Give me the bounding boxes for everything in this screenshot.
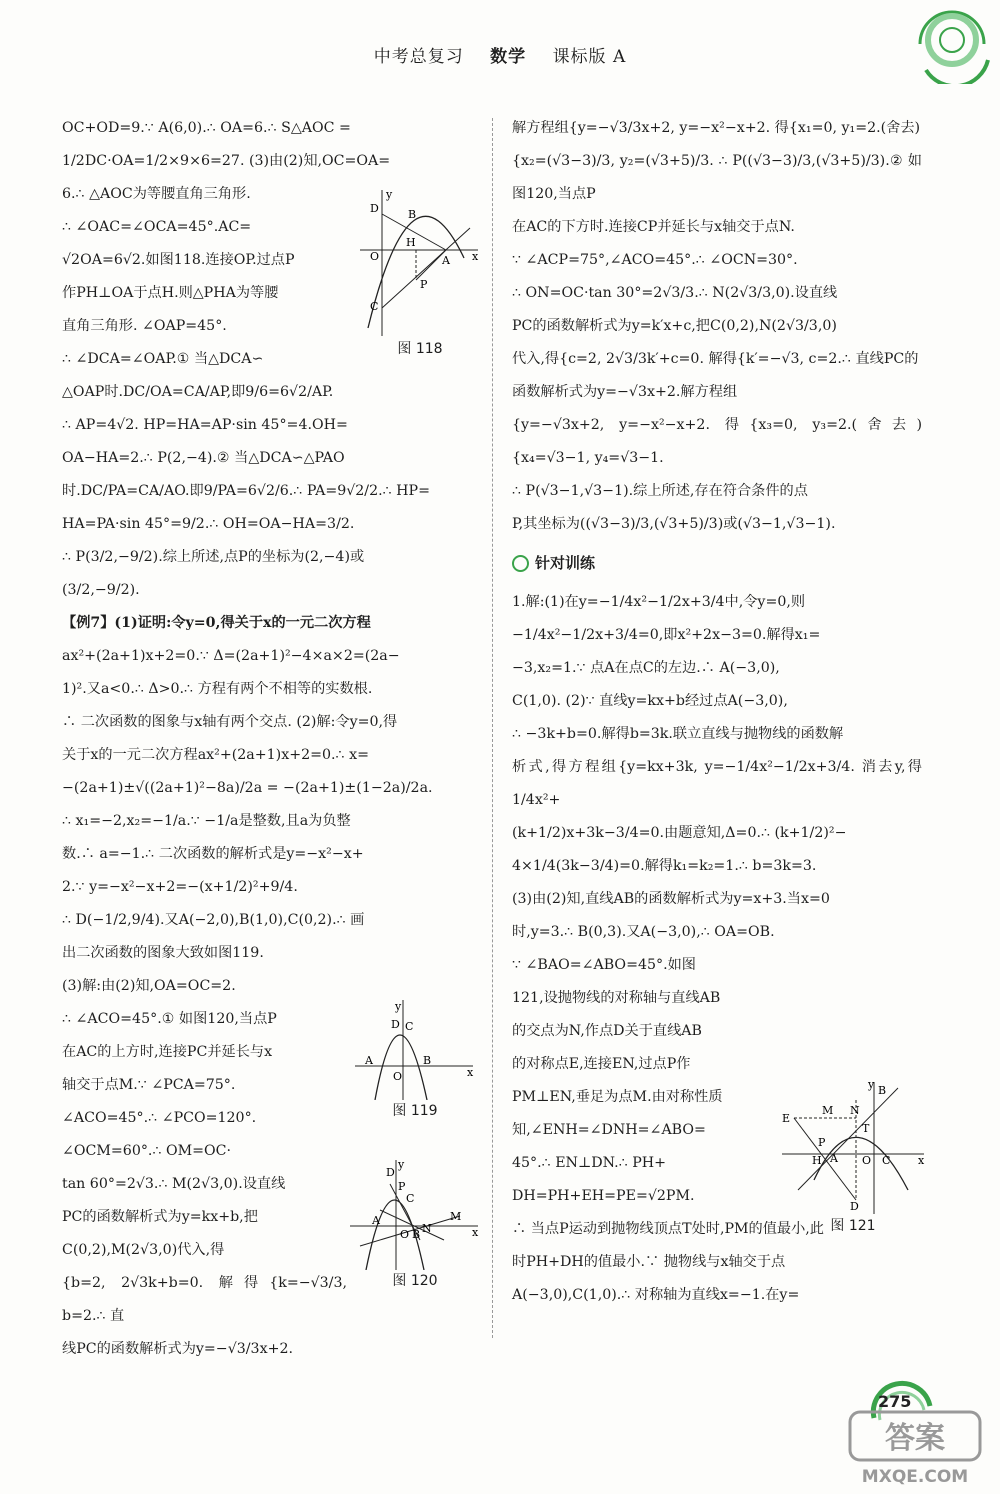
text-line: ∵ ∠BAO=∠ABO=45°.如图 (512, 957, 696, 973)
parabola-figure-120 (350, 1160, 480, 1270)
text-line: 的对称点E,连接EN,过点P作 (512, 1056, 691, 1072)
svg-text:B: B (412, 1228, 421, 1241)
text-line: 在AC的下方时.连接CP并延长与x轴交于点N. (512, 219, 795, 235)
text-line: 出二次函数的图象大致如图119. (62, 945, 264, 961)
text-line: (3)由(2)知,直线AB的函数解析式为y=x+3.当x=0 (512, 891, 830, 907)
svg-text:O: O (400, 1228, 410, 1241)
header-edition: 课标版 A (552, 47, 627, 67)
text-line: ∴ ∠ACO=45°.① 如图120,当点P (62, 1011, 277, 1027)
header-series: 中考总复习 (373, 47, 464, 67)
svg-text:B: B (423, 1054, 432, 1067)
text-line: {b=2, 2√3k+b=0. 解得{k=−√3/3, b=2.∴ 直 (62, 1275, 347, 1324)
svg-text:y: y (398, 1160, 405, 1171)
svg-text:B: B (408, 208, 417, 221)
text-line: {y=−√3x+2, y=−x²−x+2. 得{x₃=0, y₃=2.(舍去) {x₄=√3−1, y₄=√3−1. (512, 417, 922, 466)
text-line: DH=PH+EH=PE=√2PM. (512, 1188, 695, 1204)
text-line: 4×1/4(3k−3/4)=0.解得k₁=k₂=1.∴ b=3k=3. (512, 858, 817, 874)
svg-text:D: D (391, 1018, 400, 1031)
text-line: ∴ ON=OC·tan 30°=2√3/3.∴ N(2√3/3,0).设直线 (512, 285, 838, 301)
text-line: (k+1/2)x+3k−3/4=0.由题意知,Δ=0.∴ (k+1/2)²− (512, 825, 847, 841)
header-subject: 数学 (490, 47, 527, 67)
text-line: −(2a+1)±√((2a+1)²−8a)/2a = −(2a+1)±(1−2a)/2a. (62, 780, 433, 796)
figure-118 (360, 188, 480, 358)
text-line: ∴ −3k+b=0.解得b=3k.联立直线与抛物线的函数解 (512, 726, 844, 742)
figure-118-caption: 图 118 (397, 341, 443, 357)
svg-text:O: O (862, 1154, 872, 1167)
text-line: −3,x₂=1.∵ 点A在点C的左边.∴ A(−3,0), (512, 660, 780, 676)
text-line: −1/4x²−1/2x+3/4=0,即x²+2x−3=0.解得x₁= (512, 627, 821, 643)
text-line: OC+OD=9.∵ A(6,0).∴ OA=6.∴ S△AOC = (62, 120, 351, 136)
svg-text:P: P (398, 1180, 406, 1193)
text-line: 解方程组{y=−√3/3x+2, y=−x²−x+2. 得{x₁=0, y₁=2.(舍去) (512, 120, 921, 136)
text-line: C(1,0). (2)∵ 直线y=kx+b经过点A(−3,0), (512, 693, 788, 709)
svg-text:D: D (850, 1200, 859, 1213)
svg-text:x: x (472, 1226, 479, 1239)
text-line: 线PC的函数解析式为y=−√3/3x+2. (62, 1341, 293, 1357)
svg-text:E: E (782, 1112, 791, 1125)
svg-text:H: H (812, 1154, 822, 1167)
svg-text:O: O (393, 1070, 403, 1083)
text-line: {x₂=(√3−3)/3, y₂=(√3+5)/3. ∴ P((√3−3)/3,(√3+5)/3).② 如图120,当点P (512, 153, 922, 202)
text-line: 2.∵ y=−x²−x+2=−(x+1/2)²+9/4. (62, 879, 298, 895)
text-line: 1)².又a<0.∴ Δ>0.∴ 方程有两个不相等的实数根. (62, 681, 373, 697)
text-line: ∴ P(√3−1,√3−1).综上所述,存在符合条件的点 (512, 483, 808, 499)
svg-text:H: H (406, 236, 416, 249)
svg-text:N: N (422, 1222, 432, 1235)
section-title: 针对训练 (535, 554, 596, 572)
text-line: 函数解析式为y=−√3x+2.解方程组 (512, 384, 738, 400)
svg-text:C: C (882, 1154, 891, 1167)
svg-text:P: P (818, 1136, 826, 1149)
circle-bullet-icon (512, 555, 529, 572)
svg-text:C: C (370, 300, 379, 313)
svg-text:x: x (472, 250, 479, 263)
text-line: 的交点为N,作点D关于直线AB (512, 1023, 702, 1039)
text-line: ∵ ∠ACP=75°,∠ACO=45°.∴ ∠OCN=30°. (512, 252, 798, 268)
svg-text:x: x (918, 1154, 925, 1167)
text-line: 知,∠ENH=∠DNH=∠ABO= (512, 1122, 706, 1138)
section-heading (512, 547, 922, 580)
text-line: 6.∴ △AOC为等腰直角三角形. (62, 186, 251, 202)
svg-text:y: y (868, 1080, 875, 1091)
text-line: ∴ ∠DCA=∠OAP.① 当△DCA∽ (62, 351, 264, 367)
text-line: ∴ ∠OAC=∠OCA=45°.AC= (62, 219, 252, 235)
watermark-logo (840, 1398, 990, 1490)
svg-text:y: y (386, 188, 393, 201)
text-line: PM⊥EN,垂足为点M.由对称性质 (512, 1089, 723, 1105)
text-line: 121,设抛物线的对称轴与直线AB (512, 990, 721, 1006)
text-line: 1.解:(1)在y=−1/4x²−1/2x+3/4中,令y=0,则 (512, 594, 806, 610)
text-line: 1/2DC·OA=1/2×9×6=27. (3)由(2)知,OC=OA= (62, 153, 391, 169)
svg-text:A: A (372, 1214, 380, 1227)
text-line: (3/2,−9/2). (62, 582, 140, 598)
text-line: HA=PA·sin 45°=9/2.∴ OH=OA−HA=3/2. (62, 516, 355, 532)
text-line: 析式,得方程组{y=kx+3k, y=−1/4x²−1/2x+3/4. 消去y,得1/4x²+ (512, 759, 922, 808)
svg-text:y: y (395, 1000, 402, 1013)
parabola-figure-121 (778, 1080, 928, 1215)
svg-text:x: x (467, 1066, 474, 1079)
text-line: 关于x的一元二次方程ax²+(2a+1)x+2=0.∴ x= (62, 747, 369, 763)
svg-text:T: T (862, 1122, 870, 1135)
text-line: ∠OCM=60°.∴ OM=OC· (62, 1143, 232, 1159)
site-watermark (840, 1398, 990, 1490)
parabola-figure-118 (360, 188, 480, 338)
text-line: 轴交于点M.∵ ∠PCA=75°. (62, 1077, 236, 1093)
svg-text:答案: 答案 (885, 1421, 945, 1456)
svg-text:A: A (442, 254, 450, 267)
column-divider (492, 118, 493, 1338)
text-line: (3)解:由(2)知,OA=OC=2. (62, 978, 236, 994)
text-line: ∴ D(−1/2,9/4).又A(−2,0),B(1,0),C(0,2).∴ 画 (62, 912, 365, 928)
svg-text:B: B (878, 1084, 887, 1097)
figure-120 (350, 1160, 480, 1290)
text-line: A(−3,0),C(1,0).∴ 对称轴为直线x=−1.在y= (512, 1287, 800, 1303)
svg-text:M: M (822, 1104, 834, 1117)
text-line: △OAP时.DC/OA=CA/AP,即9/6=6√2/AP. (62, 384, 334, 400)
svg-text:P: P (420, 278, 428, 291)
page-header (0, 42, 1000, 67)
figure-121 (778, 1080, 928, 1235)
text-line: 代入,得{c=2, 2√3/3k′+c=0. 解得{k′=−√3, c=2.∴ 直线PC的 (512, 351, 919, 367)
svg-text:N: N (850, 1104, 860, 1117)
text-line: OA−HA=2.∴ P(2,−4).② 当△DCA∽△PAO (62, 450, 345, 466)
svg-text:O: O (370, 250, 380, 263)
text-line: ∴ x₁=−2,x₂=−1/a.∵ −1/a是整数,且a为负整 (62, 813, 351, 829)
text-line: 时PH+DH的值最小.∵ 抛物线与x轴交于点 (512, 1254, 786, 1270)
text-line: ∴ 二次函数的图象与x轴有两个交点. (2)解:令y=0,得 (62, 714, 398, 730)
svg-text:D: D (370, 202, 379, 215)
text-line: ∴ P(3/2,−9/2).综上所述,点P的坐标为(2,−4)或 (62, 549, 365, 565)
text-line: ∴ 当点P运动到抛物线顶点T处时,PM的值最小,此 (512, 1221, 824, 1237)
text-line: 作PH⊥OA于点H.则△PHA为等腰 (62, 285, 279, 301)
example-7-line: 【例7】(1)证明:令y=0,得关于x的一元二次方程 (62, 615, 371, 631)
text-line: P,其坐标为((√3−3)/3,(√3+5)/3)或(√3−1,√3−1). (512, 516, 836, 532)
figure-121-caption: 图 121 (830, 1218, 876, 1234)
watermark-url: MXQE.COM (861, 1467, 969, 1487)
svg-text:D: D (386, 1166, 395, 1179)
text-line: PC的函数解析式为y=k′x+c,把C(0,2),N(2√3/3,0) (512, 318, 837, 334)
text-line: 45°.∴ EN⊥DN.∴ PH+ (512, 1155, 667, 1171)
svg-text:C: C (406, 1192, 415, 1205)
text-line: tan 60°=2√3.∴ M(2√3,0).设直线 (62, 1176, 286, 1192)
text-line: C(0,2),M(2√3,0)代入,得 (62, 1242, 225, 1258)
text-line: 时,y=3.∴ B(0,3).又A(−3,0),∴ OA=OB. (512, 924, 775, 940)
text-line: √2OA=6√2.如图118.连接OP.过点P (62, 252, 295, 268)
figure-119-caption: 图 119 (392, 1103, 438, 1119)
text-line: 在AC的上方时,连接PC并延长与x (62, 1044, 273, 1060)
svg-text:C: C (405, 1020, 414, 1033)
parabola-figure-119 (355, 1000, 475, 1100)
figure-119 (355, 1000, 475, 1120)
svg-text:A: A (830, 1152, 838, 1165)
text-line: PC的函数解析式为y=kx+b,把 (62, 1209, 258, 1225)
text-line: 数.∴ a=−1.∴ 二次函数的解析式是y=−x²−x+ (62, 846, 364, 862)
figure-120-caption: 图 120 (392, 1273, 438, 1289)
text-line: ∴ AP=4√2. HP=HA=AP·sin 45°=4.OH= (62, 417, 348, 433)
svg-text:A: A (365, 1054, 373, 1067)
text-line: 时.DC/PA=CA/AO.即9/PA=6√2/6.∴ PA=9√2/2.∴ HP= (62, 483, 430, 499)
text-line: ∠ACO=45°.∴ ∠PCO=120°. (62, 1110, 257, 1126)
text-line: 直角三角形. ∠OAP=45°. (62, 318, 227, 334)
svg-text:M: M (450, 1210, 462, 1223)
page-number: 275 (878, 1392, 912, 1411)
text-line: ax²+(2a+1)x+2=0.∵ Δ=(2a+1)²−4×a×2=(2a− (62, 648, 400, 664)
